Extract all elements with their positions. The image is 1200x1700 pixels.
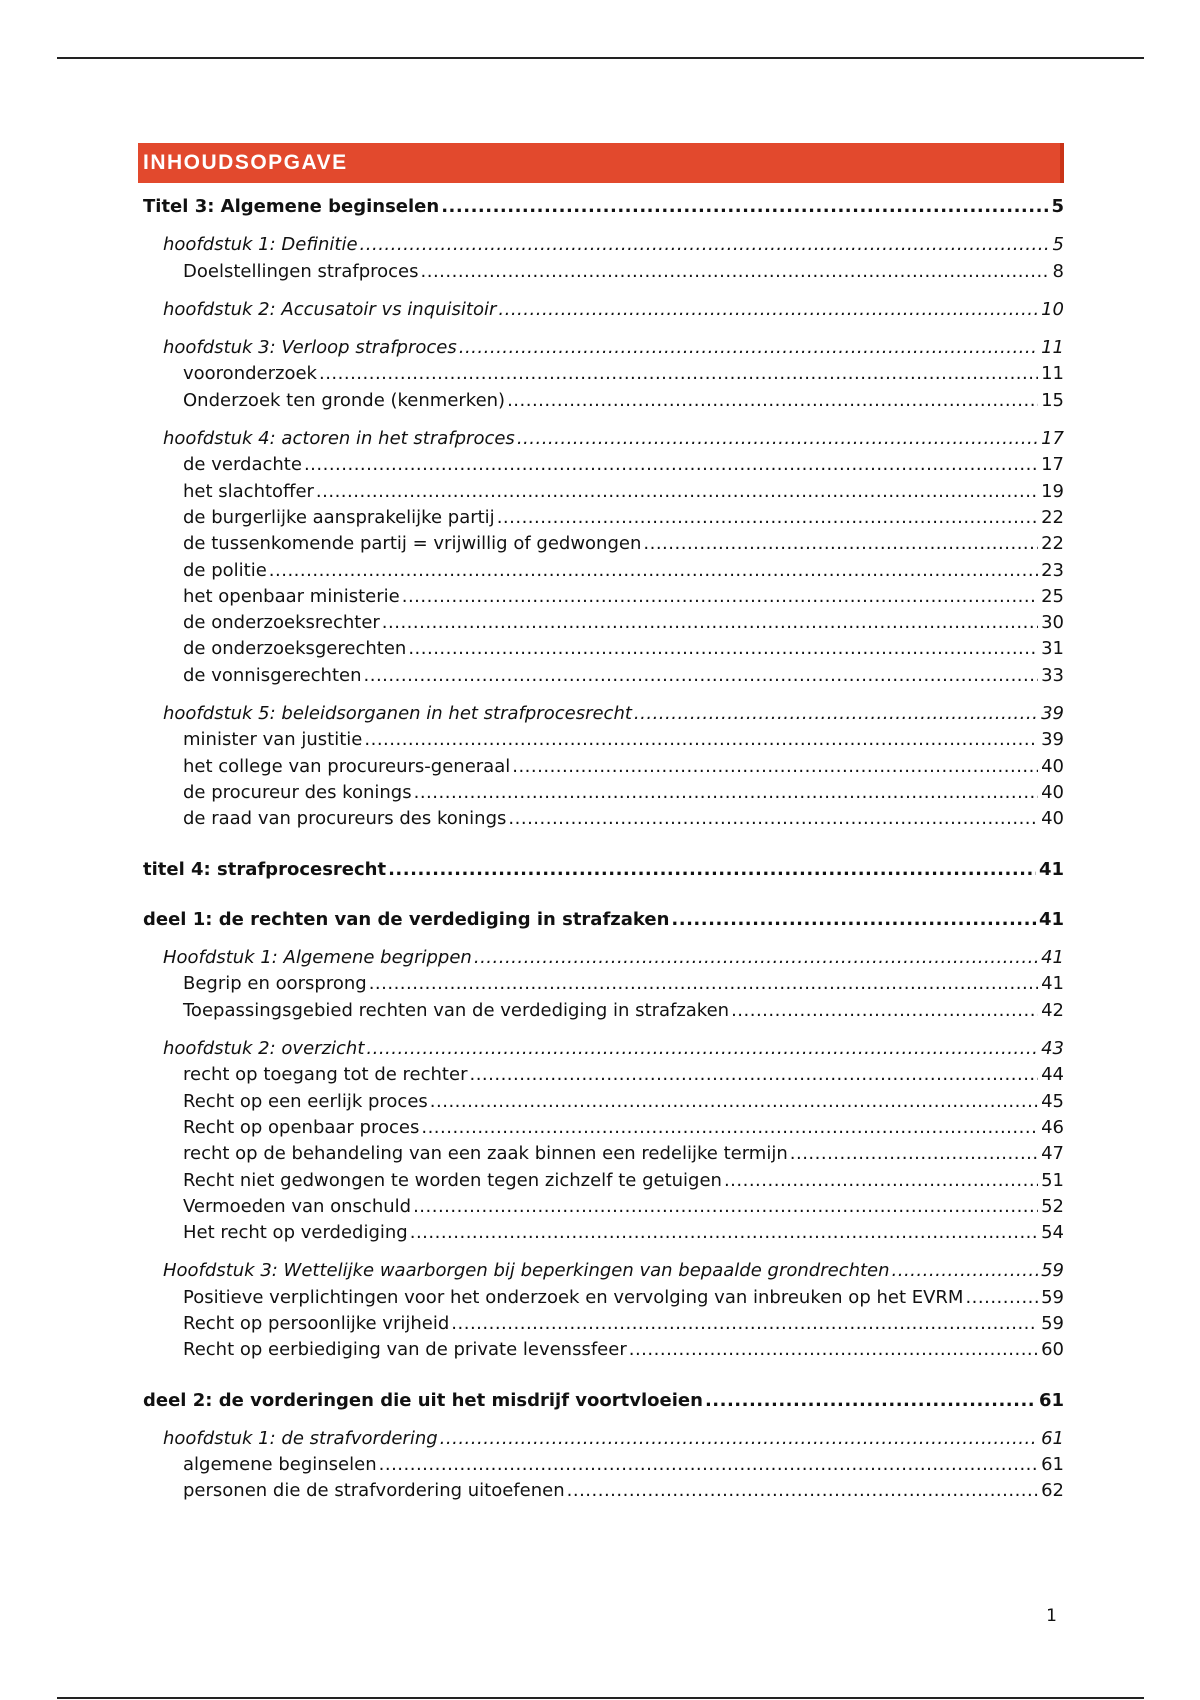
footer-rule [57,1697,1144,1699]
toc-entry-title: recht op de behandeling van een zaak binnen een redelijke termijn [183,1143,788,1165]
toc-entry-title: vooronderzoek [183,363,317,385]
toc-entry-title: de vonnisgerechten [183,664,362,686]
dot-leader [316,479,1038,505]
toc-entry-title: Recht op een eerlijk proces [183,1090,428,1112]
dot-leader [469,1062,1038,1088]
dot-leader [643,531,1038,557]
toc-entry-title: hoofdstuk 1: de strafvordering [163,1427,438,1449]
toc-entry[interactable] [138,1062,1064,1088]
toc-entry-title: minister van justitie [183,729,363,751]
toc-entry-title: hoofdstuk 4: actoren in het strafproces [163,428,515,450]
toc-entry-page: 47 [1041,1143,1064,1165]
header-rule [57,57,1144,59]
toc-entry-page: 45 [1041,1090,1064,1112]
toc-entry-title: de procureur des konings [183,781,412,803]
dot-leader [382,610,1038,636]
toc-entries [138,194,1064,1505]
toc-entry[interactable] [138,1426,1064,1452]
toc-entry-title: Positieve verplichtingen voor het onderzoek en vervolging van inbreuken op het EVRM [183,1286,964,1308]
toc-entry[interactable] [138,1452,1064,1478]
toc-entry-title: hoofdstuk 1: Definitie [163,234,358,256]
toc-entry-page: 15 [1041,389,1064,411]
toc-entry-title: hoofdstuk 5: beleidsorganen in het strafprocesrecht [163,703,632,725]
dot-leader [965,1285,1038,1311]
toc-entry[interactable] [138,1337,1064,1363]
toc-entry[interactable] [138,479,1064,505]
toc-entry[interactable] [138,505,1064,531]
table-of-contents [138,143,1064,1505]
toc-entry-page: 61 [1041,1427,1064,1449]
toc-entry[interactable] [138,335,1064,361]
dot-leader [790,1141,1038,1167]
toc-entry-title: Toepassingsgebied rechten van de verdediging in strafzaken [183,999,730,1021]
dot-leader [441,194,1048,220]
toc-entry[interactable] [138,1168,1064,1194]
toc-entry-title: het openbaar ministerie [183,585,400,607]
toc-entry-page: 52 [1041,1195,1064,1217]
toc-entry-page: 61 [1041,1454,1064,1476]
toc-entry-title: de onderzoeksrechter [183,612,380,634]
toc-entry-page: 43 [1041,1038,1064,1060]
toc-entry-page: 33 [1041,664,1064,686]
dot-leader [705,1388,1036,1414]
toc-entry[interactable] [138,971,1064,997]
toc-entry-page: 60 [1041,1339,1064,1361]
dot-leader [360,232,1050,258]
dot-leader [410,1220,1038,1246]
toc-entry-page: 23 [1041,559,1064,581]
toc-entry[interactable] [138,701,1064,727]
toc-entry-page: 61 [1038,1389,1064,1411]
toc-entry[interactable] [138,1258,1064,1284]
toc-entry[interactable] [138,558,1064,584]
dot-leader [508,806,1038,832]
dot-leader [507,388,1038,414]
dot-leader [304,452,1038,478]
toc-entry-title: de verdachte [183,454,302,476]
toc-entry-title: de raad van procureurs des konings [183,808,507,830]
dot-leader [671,907,1036,933]
toc-entry-page: 11 [1041,363,1064,385]
toc-entry-page: 59 [1041,1260,1064,1282]
toc-entry-title: hoofdstuk 2: overzicht [163,1038,365,1060]
toc-entry-page: 30 [1041,612,1064,634]
toc-entry-page: 31 [1041,638,1064,660]
toc-entry[interactable] [138,388,1064,414]
dot-leader [366,1036,1038,1062]
toc-entry-title: Hoofdstuk 3: Wettelijke waarborgen bij beperkingen van bepaalde grondrechten [163,1260,890,1282]
dot-leader [731,998,1038,1024]
dot-leader [497,505,1038,531]
dot-leader [414,780,1038,806]
toc-entry[interactable] [138,780,1064,806]
toc-entry-title: Recht op openbaar proces [183,1116,420,1138]
toc-entry[interactable] [138,1285,1064,1311]
toc-entry-page: 8 [1052,260,1064,282]
toc-entry[interactable] [138,1478,1064,1504]
toc-entry[interactable] [138,754,1064,780]
toc-entry[interactable] [138,194,1064,220]
toc-entry-title: algemene beginselen [183,1454,377,1476]
toc-entry-page: 41 [1038,858,1064,880]
toc-entry-page: 17 [1041,428,1064,450]
dot-leader [512,754,1038,780]
dot-leader [413,1194,1038,1220]
toc-entry-page: 59 [1041,1312,1064,1334]
dot-leader [892,1258,1039,1284]
dot-leader [634,701,1038,727]
dot-leader [724,1168,1038,1194]
toc-entry-page: 44 [1041,1064,1064,1086]
dot-leader [388,857,1036,883]
toc-entry[interactable] [138,531,1064,557]
toc-entry-title: het college van procureurs-generaal [183,755,511,777]
toc-entry[interactable] [138,1036,1064,1062]
dot-leader [498,297,1038,323]
toc-entry[interactable] [138,426,1064,452]
toc-entry-page: 40 [1041,781,1064,803]
toc-entry-page: 39 [1041,703,1064,725]
toc-entry[interactable] [138,663,1064,689]
toc-entry[interactable] [138,1115,1064,1141]
toc-entry-page: 25 [1041,585,1064,607]
toc-entry-page: 40 [1041,755,1064,777]
dot-leader [459,335,1038,361]
toc-entry[interactable] [138,1194,1064,1220]
toc-entry-title: de tussenkomende partij = vrijwillig of gedwongen [183,533,642,555]
toc-entry-page: 54 [1041,1222,1064,1244]
toc-entry-title: het slachtoffer [183,480,314,502]
dot-leader [421,1115,1038,1141]
toc-entry[interactable] [138,1089,1064,1115]
toc-entry[interactable] [138,1388,1064,1414]
dot-leader [364,727,1038,753]
dot-leader [451,1311,1038,1337]
toc-entry-title: deel 2: de vorderingen die uit het misdrijf voortvloeien [143,1389,703,1411]
toc-entry[interactable] [138,907,1064,933]
toc-entry[interactable] [138,1220,1064,1246]
toc-entry[interactable] [138,232,1064,258]
dot-leader [440,1426,1038,1452]
toc-entry[interactable] [138,857,1064,883]
toc-entry-title: Recht op eerbiediging van de private levenssfeer [183,1339,627,1361]
toc-entry[interactable] [138,1141,1064,1167]
toc-entry-title: Begrip en oorsprong [183,973,367,995]
dot-leader [517,426,1038,452]
toc-entry-title: deel 1: de rechten van de verdediging in strafzaken [143,908,670,930]
toc-entry[interactable] [138,998,1064,1024]
toc-entry[interactable] [138,584,1064,610]
toc-entry-page: 41 [1041,947,1064,969]
dot-leader [269,558,1038,584]
toc-entry-page: 22 [1041,533,1064,555]
toc-heading: INHOUDSOPGAVE [138,143,1064,183]
dot-leader [474,945,1038,971]
dot-leader [408,636,1038,662]
toc-entry[interactable] [138,259,1064,285]
toc-entry-page: 17 [1041,454,1064,476]
dot-leader [567,1478,1038,1504]
toc-entry-page: 40 [1041,808,1064,830]
toc-entry-page: 51 [1041,1169,1064,1191]
dot-leader [369,971,1038,997]
toc-entry-title: recht op toegang tot de rechter [183,1064,468,1086]
toc-entry-page: 5 [1051,196,1064,217]
toc-entry-page: 41 [1041,973,1064,995]
toc-entry-title: Doelstellingen strafproces [183,260,419,282]
toc-entry-page: 22 [1041,506,1064,528]
toc-entry-title: de burgerlijke aansprakelijke partij [183,506,495,528]
toc-entry-page: 46 [1041,1116,1064,1138]
toc-entry[interactable] [138,610,1064,636]
toc-entry-page: 11 [1041,337,1064,359]
toc-entry-title: de politie [183,559,267,581]
toc-entry-page: 59 [1041,1286,1064,1308]
toc-entry-title: Recht niet gedwongen te worden tegen zichzelf te getuigen [183,1169,722,1191]
toc-entry[interactable] [138,361,1064,387]
dot-leader [402,584,1038,610]
toc-entry-page: 62 [1041,1480,1064,1502]
toc-entry[interactable] [138,727,1064,753]
toc-entry[interactable] [138,1311,1064,1337]
toc-entry-title: Recht op persoonlijke vrijheid [183,1312,450,1334]
toc-entry[interactable] [138,806,1064,832]
toc-entry-page: 41 [1038,908,1064,930]
toc-entry-title: hoofdstuk 3: Verloop strafproces [163,337,457,359]
toc-entry-page: 10 [1041,298,1064,320]
toc-entry-title: Het recht op verdediging [183,1222,408,1244]
toc-entry[interactable] [138,636,1064,662]
toc-entry-title: de onderzoeksgerechten [183,638,407,660]
dot-leader [364,663,1039,689]
toc-entry-title: titel 4: strafprocesrecht [143,858,387,880]
toc-entry-page: 39 [1041,729,1064,751]
dot-leader [319,361,1038,387]
toc-entry[interactable] [138,452,1064,478]
toc-entry-title: personen die de strafvordering uitoefenen [183,1480,565,1502]
toc-entry[interactable] [138,297,1064,323]
toc-entry-title: Vermoeden van onschuld [183,1195,412,1217]
toc-entry[interactable] [138,945,1064,971]
toc-entry-title: Titel 3: Algemene beginselen [143,196,440,217]
toc-entry-title: Hoofdstuk 1: Algemene begrippen [163,947,472,969]
dot-leader [430,1089,1038,1115]
toc-entry-page: 5 [1052,234,1064,256]
toc-entry-title: Onderzoek ten gronde (kenmerken) [183,389,506,411]
dot-leader [379,1452,1038,1478]
dot-leader [629,1337,1038,1363]
toc-entry-title: hoofdstuk 2: Accusatoir vs inquisitoir [163,298,497,320]
toc-entry-page: 19 [1041,480,1064,502]
toc-entry-page: 42 [1041,999,1064,1021]
page-number: 1 [1046,1606,1057,1626]
dot-leader [421,259,1050,285]
